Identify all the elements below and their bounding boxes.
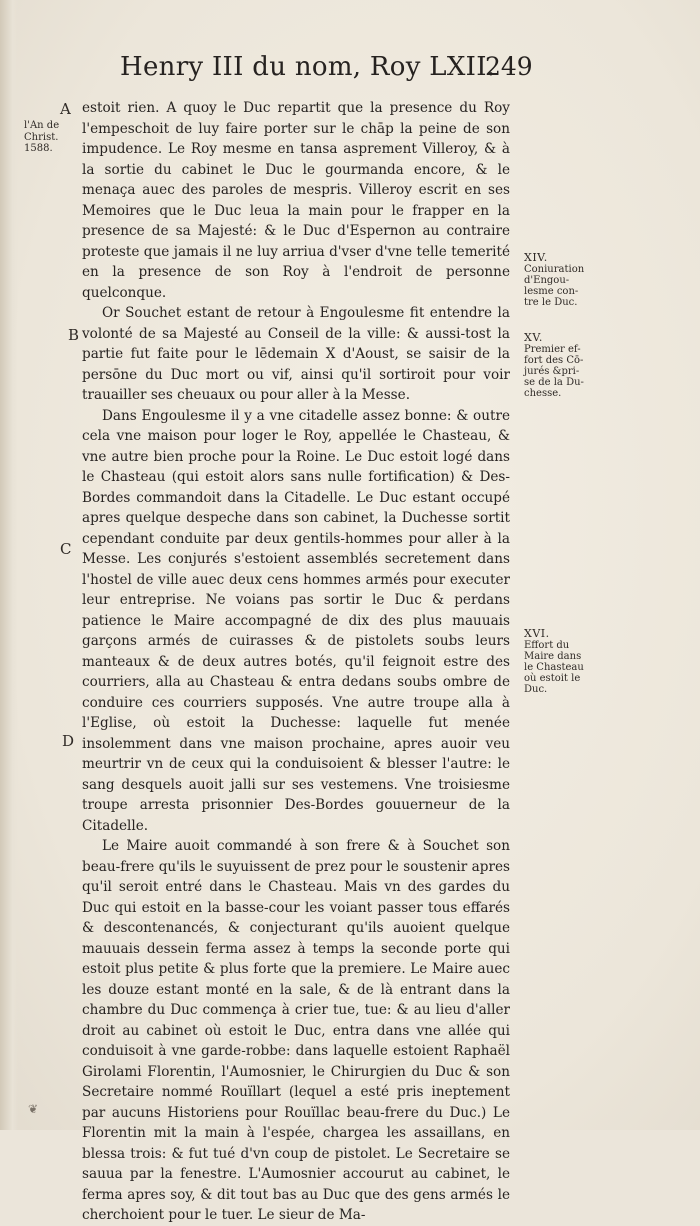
left-margin-year-note: [24, 120, 82, 155]
margin-note-line: d'Engou-: [524, 275, 570, 286]
corner-ornament-icon: ❦: [28, 1102, 39, 1116]
paragraph: Dans Engoulesme il y a vne citadelle assez bonne: & outre cela vne maison pour loger le Roy, appellée le Chasteau, & vne autre bien proche pour la Roine. Le Duc estoit logé dans le Chasteau (qui estoit alors sans nulle fortification) & Des-Bordes commandoit dans la Citadelle. Le Duc estant occupé apres quelque despeche dans son cabinet, la Duchesse sortit cependant conduite par deux gentils-hommes pour aller à la Messe. Les conjurés s'estoient assemblés secretement dans l'hostel de ville auec deux cens hommes armés pour executer leur entreprise. Ne voians pas sortir le Duc & perdans patience le Maire accompagné de dix des plus mauuais garçons armés de cuirasses & de pistolets soubs leurs manteaux & de deux autres botés, qu'il feignoit estre des courriers, alla au Chasteau & entra dedans soubs ombre de conduire ces courriers supposés. Vne autre troupe alla à l'Eglise, où estoit la Duchesse: laquelle fut menée insolemment dans vne maison prochaine, apres auoir veu meurtrir vn de ceux qui la conduisoient & blesser l'autre: le sang desquels auoit jalli sur ses vestemens. Vne troisiesme troupe arresta prisonnier Des-Bordes gouuerneur de la Citadelle.: [82, 407, 510, 834]
margin-note-line: Premier ef-: [524, 344, 581, 355]
margin-note-line: tre le Duc.: [524, 297, 578, 308]
section-letter-a: A: [60, 100, 71, 118]
margin-year-line: l'An de: [24, 120, 60, 131]
margin-note-xvi: [524, 628, 594, 695]
margin-note-line: lesme con-: [524, 286, 579, 297]
margin-note-line: se de la Du-: [524, 377, 584, 388]
margin-note-line: Coniuration: [524, 264, 585, 275]
margin-note-line: fort des Cō-: [524, 355, 584, 366]
margin-note-line: Maire dans: [524, 651, 582, 662]
paragraph: Or Souchet estant de retour à Engoulesme fit entendre la volonté de sa Majesté au Conseil de la ville: & aussi-tost la partie fut faite pour le lēdemain X d'Aoust, se saisir de la persōne du Duc mort ou vif, ainsi qu'il sortiroit pour voir trauailler ses cheuaux ou pour aller à la Messe.: [82, 305, 510, 403]
section-letter-d: D: [62, 732, 75, 750]
margin-note-line: chesse.: [524, 388, 562, 399]
paragraph: estoit rien. A quoy le Duc repartit que la presence du Roy l'empeschoit de luy faire porter sur le chāp la peine de son impudence. Le Roy mesme en tansa asprement Villeroy, & à la sortie du cabinet le Duc le gourmanda encore, & le menaça auec des paroles de mespris. Villeroy escrit en ses Memoires que le Duc leua la main pour le frapper en la presence de sa Majesté: & le Duc d'Espernon au contraire proteste que jamais il ne luy arriua d'vser d'vne telle temerité en la presence de son Roy à l'endroit de personne quelconque.: [82, 100, 510, 301]
main-text-block: [82, 98, 510, 1226]
running-header: [80, 52, 560, 92]
margin-year-line: Christ.: [24, 131, 59, 143]
margin-note-line: Duc.: [524, 684, 548, 695]
folio-number: 249: [485, 52, 533, 81]
margin-note-number: XVI.: [524, 627, 550, 640]
margin-note-number: XV.: [524, 331, 543, 344]
page-binding-shadow: [0, 0, 18, 1130]
margin-note-number: XIV.: [524, 251, 548, 264]
margin-note-xv: [524, 332, 594, 399]
margin-note-line: Effort du: [524, 640, 570, 651]
header-title: Henry III du nom, Roy LXII.: [120, 52, 496, 82]
section-letter-b: B: [68, 326, 80, 344]
margin-note-line: jurés &pri-: [524, 366, 580, 377]
margin-year-line: 1588.: [24, 143, 53, 154]
margin-note-line: le Chasteau: [524, 662, 584, 673]
margin-note-line: où estoit le: [524, 673, 581, 684]
margin-note-xiv: [524, 252, 594, 308]
paragraph: Le Maire auoit commandé à son frere & à Souchet son beau-frere qu'ils le suyuissent de prez pour le soustenir apres qu'il seroit entré dans le Chasteau. Mais vn des gardes du Duc qui estoit en la basse-cour les voiant passer tous effarés & descontenancés, & conjecturant qu'ils auoient quelque mauuais dessein ferma assez à temps la seconde porte qui estoit plus petite & plus forte que la premiere. Le Maire auec les douze estant monté en la sale, & de là entrant dans la chambre du Duc commença à crier tue, tue: & au lieu d'aller droit au cabinet où estoit le Duc, entra dans vne allée qui conduisoit à vne garde-robbe: dans laquelle estoient Raphaël Girolami Florentin, l'Aumosnier, le Chirurgien du Duc & son Secretaire nommé Rouïllart (lequel a esté pris ineptement par aucuns Historiens pour Rouïllac beau-frere du Duc.) Le Florentin mit la main à l'espée, chargea les assaillans, en blessa trois: & fut tué d'vn coup de pistolet. Le Secretaire se sauua par la fenestre. L'Aumosnier accourut au cabinet, le ferma apres soy, & dit tout bas au Duc que des gens armés le cherchoient pour le tuer. Le sieur de Ma-: [82, 838, 510, 1223]
section-letter-c: C: [60, 540, 72, 558]
